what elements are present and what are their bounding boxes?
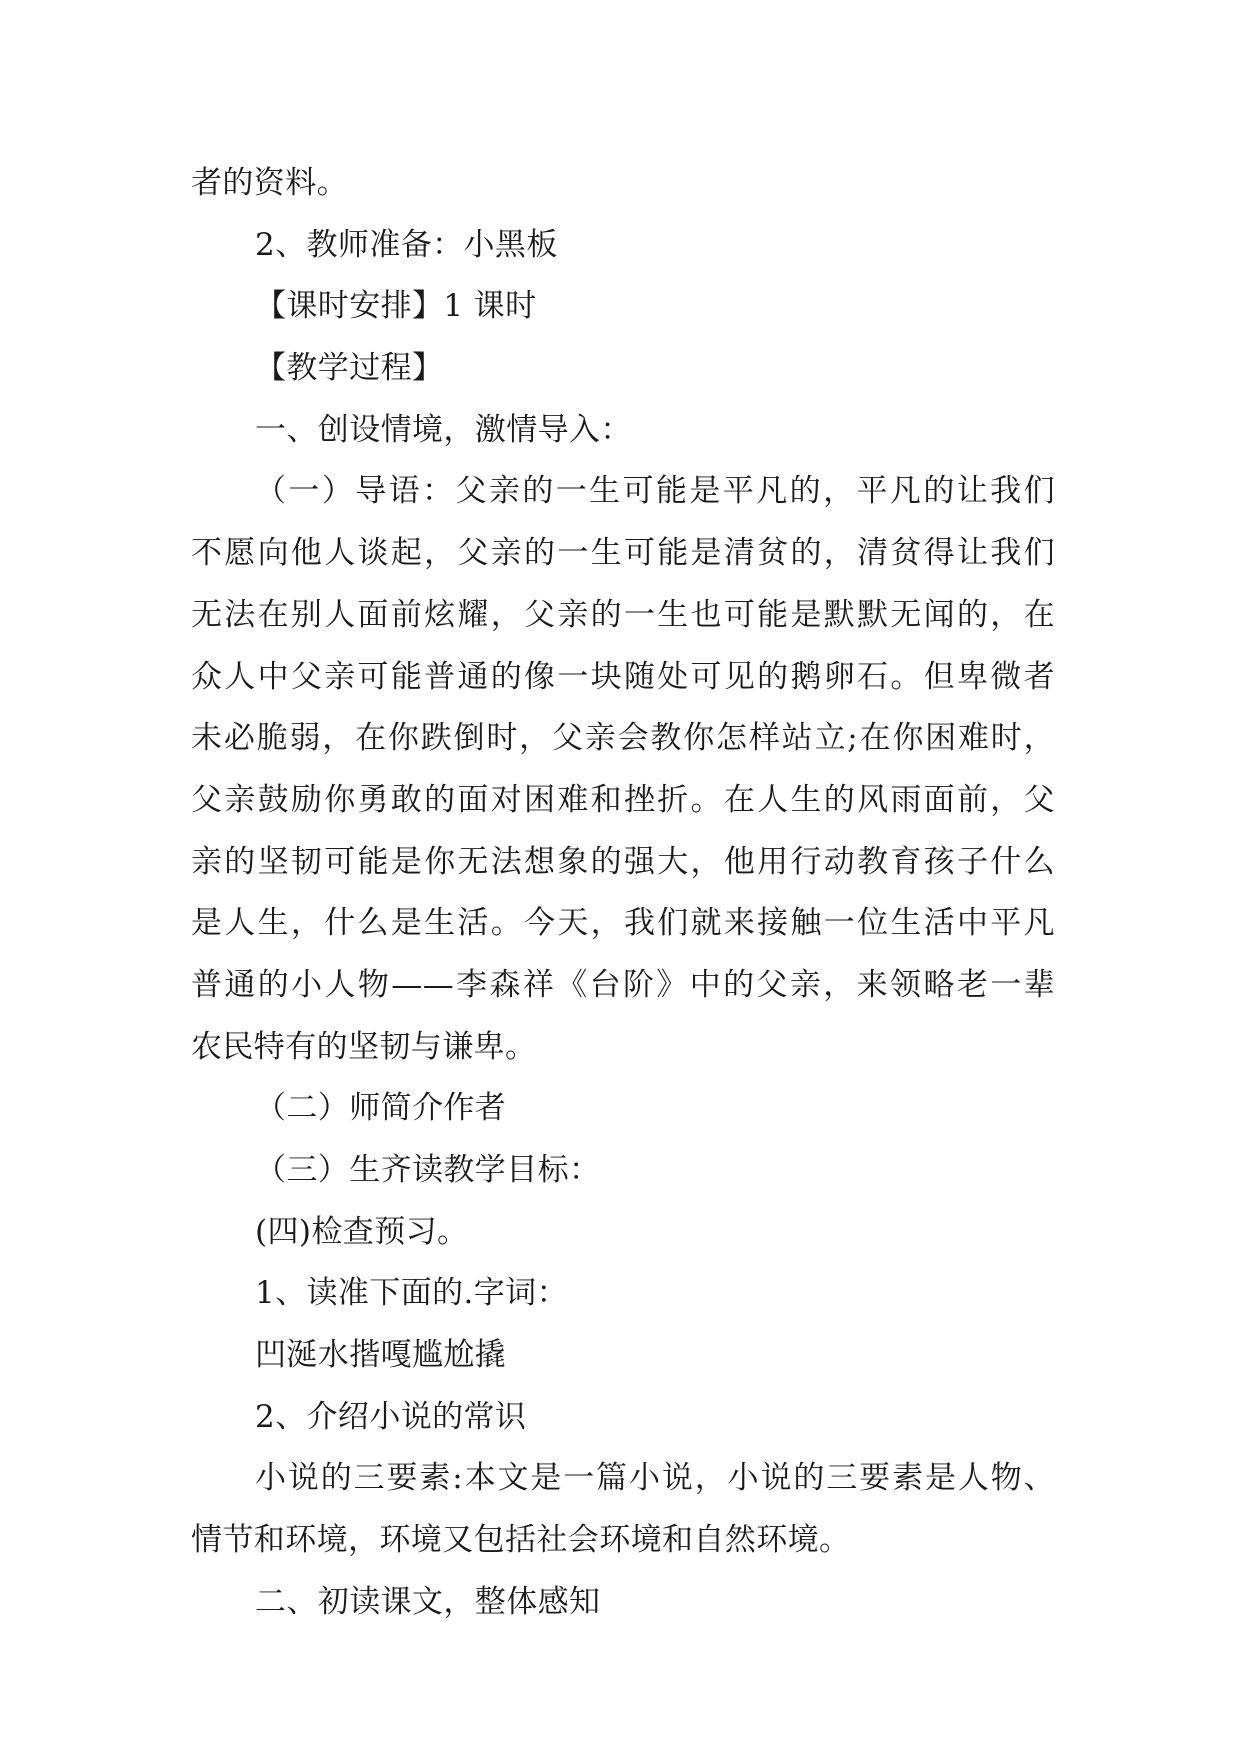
text-line: 情节和环境，环境又包括社会环境和自然环境。 xyxy=(191,1522,851,1559)
section-heading: 一、创设情境，激情导入： xyxy=(255,411,632,448)
text-line: （三）生齐读教学目标： xyxy=(255,1152,601,1188)
text-line: (四)检查预习。 xyxy=(255,1213,469,1250)
text-line: 2、教师准备：小黑板 xyxy=(255,226,558,263)
vocabulary-line: 凹涎水揩嘎尴尬撬 xyxy=(255,1337,507,1374)
text-line: 普通的小人物——李森祥《台阶》中的父亲，来领略老一辈 xyxy=(191,966,1055,1003)
document-body xyxy=(191,153,1055,1634)
text-line: 【课时安排】1 课时 xyxy=(255,288,537,325)
text-line: 者的资料。 xyxy=(191,165,348,201)
text-line: 1、读准下面的.字词： xyxy=(255,1275,568,1312)
text-line: 小说的三要素:本文是一篇小说，小说的三要素是人物、 xyxy=(255,1460,1055,1497)
text-line: 2、介绍小说的常识 xyxy=(255,1398,527,1435)
section-heading: 【教学过程】 xyxy=(255,350,444,387)
text-line: 是人生，什么是生活。今天，我们就来接触一位生活中平凡 xyxy=(191,905,1055,942)
text-line: 未必脆弱，在你跌倒时，父亲会教你怎样站立;在你困难时， xyxy=(191,720,1055,757)
text-line: （一）导语：父亲的一生可能是平凡的，平凡的让我们 xyxy=(255,473,1055,510)
section-heading: 二、初读课文，整体感知 xyxy=(255,1583,601,1620)
text-line: 无法在别人面前炫耀，父亲的一生也可能是默默无闻的，在 xyxy=(191,596,1055,633)
text-line: 农民特有的坚韧与谦卑。 xyxy=(191,1028,537,1065)
text-line: 父亲鼓励你勇敢的面对困难和挫折。在人生的风雨面前，父 xyxy=(191,781,1055,818)
text-line: 亲的坚韧可能是你无法想象的强大，他用行动教育孩子什么 xyxy=(191,843,1055,880)
text-line: （二）师简介作者 xyxy=(255,1090,507,1127)
text-line: 不愿向他人谈起，父亲的一生可能是清贫的，清贫得让我们 xyxy=(191,535,1055,572)
text-line: 众人中父亲可能普通的像一块随处可见的鹅卵石。但卑微者 xyxy=(191,658,1055,695)
